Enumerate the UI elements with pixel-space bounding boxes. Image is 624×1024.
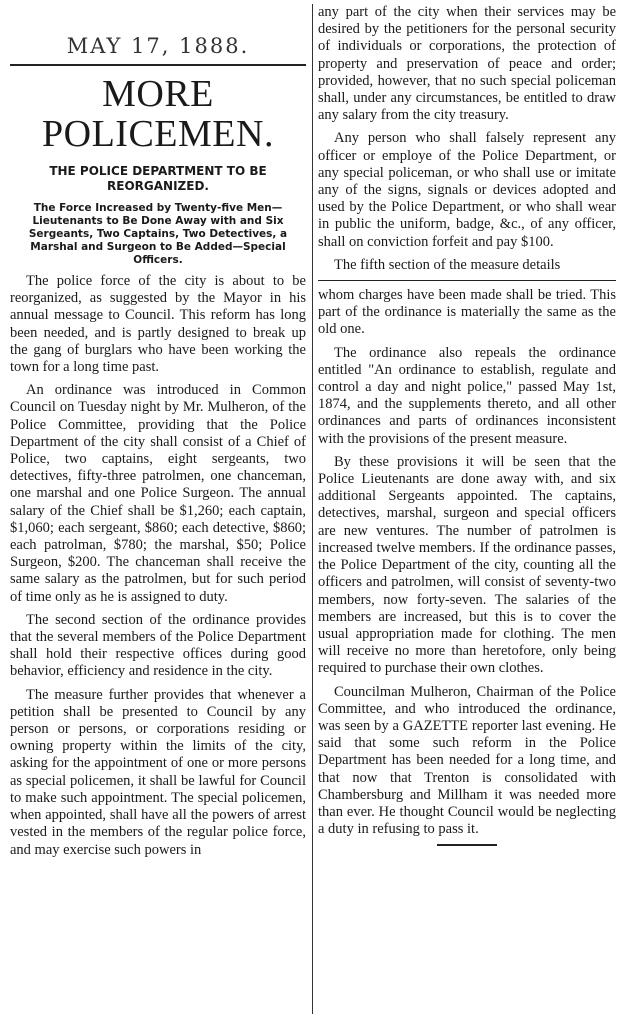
header-rule	[10, 64, 306, 66]
paragraph: any part of the city when their services may be desired by the petitioners for the personal security of individuals or corporations, the protection of property and preservation of peace and order; provided, however, that no such special policeman shall, under any circumstances, be entitled to draw any salary from the city treasury.	[318, 4, 616, 124]
left-column	[10, 0, 306, 865]
paragraph: The fifth section of the measure details	[334, 256, 561, 273]
column-divider	[312, 4, 313, 1014]
end-rule	[437, 844, 497, 846]
dateline: MAY 17, 1888.	[66, 34, 250, 58]
deck: The Force Increased by Twenty-five Men—Lieutenants to Be Done Away with and Six Sergeants, Two Captains, Two Detectives, a Marshal and Surgeon to Be Added—Special Officers.	[28, 202, 288, 266]
paragraph: Councilman Mulheron, Chairman of the Police Committee, and who introduced the ordinance, was seen by a GAZETTE reporter last evening. He said that some such reform in the Police Department has been needed for a long time, and that now that Trenton is consolidated with Chambersburg and Millham it was needed more than ever. He thought Council would be neglecting a duty in refusing to pass it.	[318, 683, 616, 838]
paragraph: whom charges have been made shall be tried. This part of the ordinance is materially the same as the old one.	[318, 287, 616, 338]
paragraph: The police force of the city is about to be reorganized, as suggested by the Mayor in his annual message to Council. This reform has long been needed, and is partly designed to break up the gang of burglars who have been working the town for a long time past.	[10, 273, 306, 376]
section-rule	[318, 280, 616, 281]
paragraph: The measure further provides that whenever a petition shall be presented to Council by any person or persons, or corporations residing or owning property within the limits of the city, asking for the appointment of one or more persons as special policemen, it shall be lawful for Council to make such appointment. The special policemen, when appointed, shall have all the powers of arrest vested in the members of the regular police force, and may exercise such powers in	[10, 686, 306, 858]
paragraph: By these provisions it will be seen that the Police Lieutenants are done away with, and six additional Sergeants appointed. The captains, detectives, marshal, surgeon and special officers are new ventures. The number of patrolmen is increased twelve members. If the ordinance passes, the Police Department of the city, counting all the officers and patrolmen, will consist of seventy-two members, now forty-seven. The salaries of the members are increased, but this is to cover the usual appropriation made for clothing. The men will receive no more than heretofore, only being required to purchase their own clothes.	[318, 453, 616, 677]
right-column	[318, 0, 616, 846]
paragraph: Any person who shall falsely represent any officer or employe of the Police Department, or any special policeman, or who shall use or imitate any of the signs, signals or devices adopted and used by the Police Department, or who shall wear in public the uniform, badge, &c., of any officer, shall on conviction forfeit and pay $100.	[318, 130, 616, 250]
paragraph: The ordinance also repeals the ordinance entitled "An ordinance to establish, regulate and control a day and night police," passed May 1st, 1874, and the supplements thereto, and all other ordinances and parts of ordinances inconsistent with the provisions of the present measure.	[318, 344, 616, 447]
paragraph: The second section of the ordinance provides that the several members of the Police Department shall hold their respective offices during good behavior, efficiency and residence in the city.	[10, 611, 306, 680]
paragraph: An ordinance was introduced in Common Council on Tuesday night by Mr. Mulheron, of the Police Committee, providing that the Police Department of the city shall consist of a Chief of Police, two captains, eight sergeants, two detectives, fifty-three patrolmen, one chanceman, one marshal and one Police Surgeon. The annual salary of the Chief shall be $1,260; each captain, $1,060; each sergeant, $860; each detective, $860; each patrolman, $780; the marshal, $50; Police Surgeon, $200. The chanceman shall receive the same salary as the patrolmen, but for such period of time only as he is assigned to duty.	[10, 382, 306, 605]
subheadline: THE POLICE DEPARTMENT TO BE REORGANIZED.	[49, 164, 267, 193]
headline: MORE POLICEMEN.	[42, 73, 274, 155]
